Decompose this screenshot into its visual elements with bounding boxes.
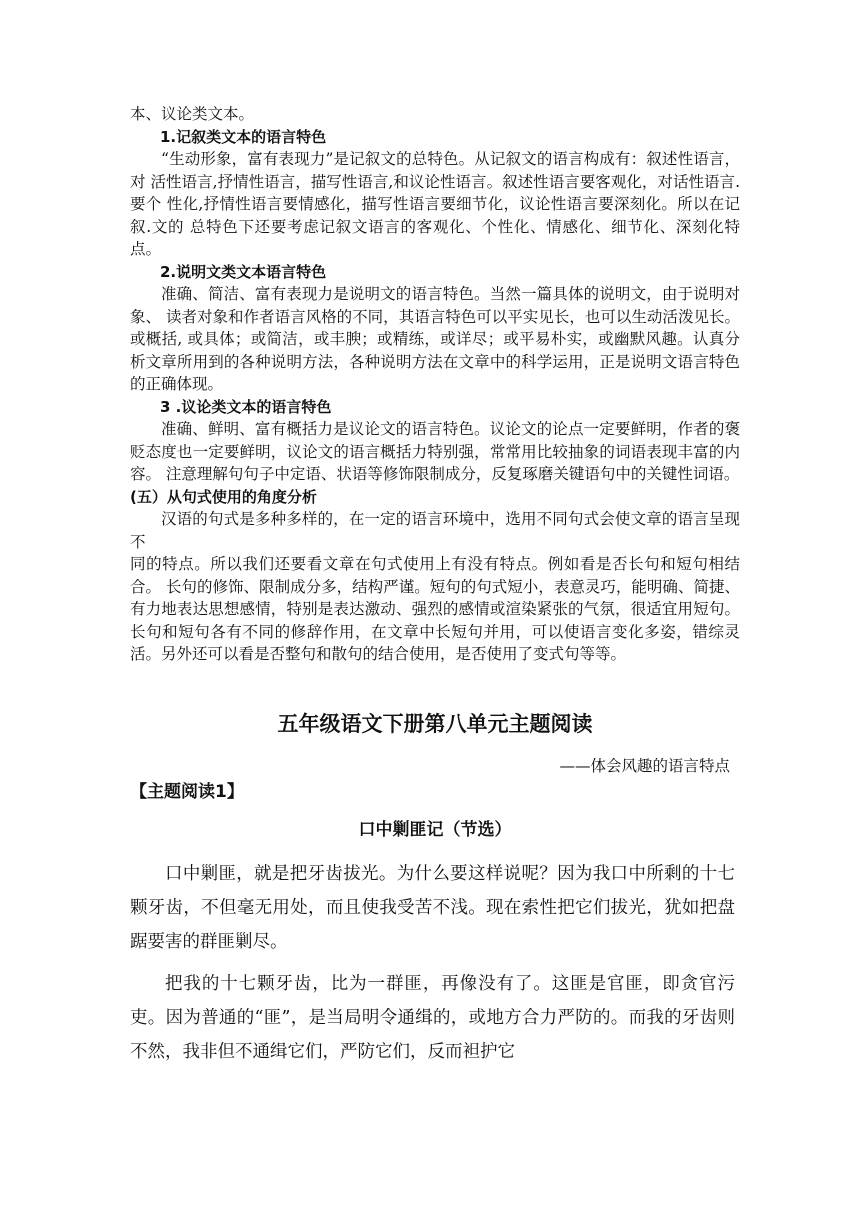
heading-sentence-patterns: (五）从句式使用的角度分析 [130, 487, 317, 506]
unit-subtitle: ——体会风趣的语言特点 [559, 757, 730, 775]
paragraph-narrative: “生动形象，富有表现力”是记叙文的总特色。从记叙文的语言构成有：叙述性语言，对 活性语言,抒情性语言，描写性语言,和议论性语言。叙述性语言要客观化，对话性语言.要个 性化,抒情性语言要情感化，描写性语言要细节化，议论性语言要深刻化。所以在记叙.文的 总特色下还要考虑记叙文语言的客观化、个性化、情感化、细节化、深刻化特点。 [130, 150, 740, 258]
reading-label: 【主题阅读1】 [130, 782, 244, 802]
heading-argumentative: 3 .议论类文本的语言特色 [160, 397, 332, 416]
article-title: 口中剿匪记（节选） [358, 820, 512, 840]
article-body [130, 857, 735, 1077]
unit-title: 五年级语文下册第八单元主题阅读 [277, 712, 593, 736]
heading-expository: 2.说明文类文本语言特色 [160, 262, 327, 281]
article-paragraph-2: 把我的十七颗牙齿，比为一群匪，再像没有了。这匪是官匪，即贪官污吏。因为普通的“匪”，是当局明令通缉的，或地方合力严防的。而我的牙齿则不然，我非但不通缉它们，严防它们，反而袒护它 [130, 974, 735, 1062]
language-features-section [130, 103, 740, 666]
heading-narrative: 1.记叙类文本的语言特色 [160, 127, 327, 146]
paragraph-sentence-1: 汉语的句式是多种多样的，在一定的语言环境中，选用不同句式会使文章的语言呈现不 [130, 510, 740, 551]
intro-fragment: 本、议论类文本。 [130, 105, 255, 123]
paragraph-expository: 准确、简洁、富有表现力是说明文的语言特色。当然一篇具体的说明文，由于说明对象、 读者对象和作者语言风格的不同，其语言特色可以平实见长，也可以生动活泼见长。或概括, 或具体；或简洁，或丰腴；或精练，或详尽；或平易朴实，或幽默风趣。认真分析文章所用到的各种说明方法，各种说明方法在文章中的科学运用，正是说明文语言特色的正确体现。 [130, 285, 740, 393]
article-paragraph-1: 口中剿匪，就是把牙齿拔光。为什么要这样说呢？因为我口中所剩的十七颗牙齿，不但毫无用处，而且使我受苦不浅。现在索性把它们拔光，犹如把盘踞要害的群匪剿尽。 [130, 864, 735, 952]
paragraph-argumentative: 准确、鲜明、富有概括力是议论文的语言特色。议论文的论点一定要鲜明，作者的褒贬态度也一定要鲜明，议论文的语言概括力特别强，常常用比较抽象的词语表现丰富的内容。 注意理解句句子中定语、状语等修饰限制成分，反复琢磨关键语句中的关键性词语。 [130, 420, 740, 483]
paragraph-sentence-2: 同的特点。所以我们还要看文章在句式使用上有没有特点。例如看是否长句和短句相结合。 长句的修饰、限制成分多，结构严谨。短句的句式短小，表意灵巧，能明确、简捷、有力地表达思想感情，特别是表达激动、强烈的感情或渲染紧张的气氛，很适宜用短句。长句和短句各有不同的修辞作用，在文章中长短句并用，可以使语言变化多姿，错综灵活。另外还可以看是否整句和散句的结合使用，是否使用了变式句等等。 [130, 555, 740, 663]
